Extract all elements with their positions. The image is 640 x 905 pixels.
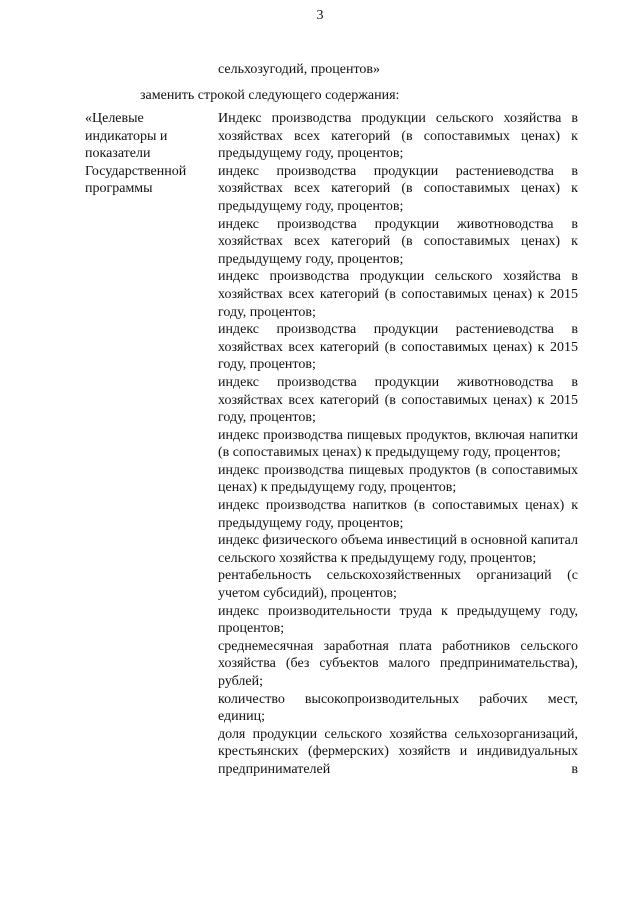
indicator-item: индекс производства продукции растениеводства в хозяйствах всех категорий (в сопоставимых ценах) к 2015 году, процентов; [218, 322, 578, 373]
indicator-item: среднемесячная заработная плата работников сельского хозяйства (без субъектов малого предпринимательства), рублей; [218, 638, 578, 689]
row-label-line: показатели [85, 146, 151, 162]
row-label-line: индикаторы и [85, 128, 168, 144]
indicator-item: Индекс производства продукции сельского хозяйства в хозяйствах всех категорий (в сопоставимых ценах) к предыдущему году, процентов; [218, 111, 578, 162]
row-label-line: «Целевые [85, 111, 144, 126]
indicator-item: индекс производства пищевых продуктов (в сопоставимых ценах) к предыдущему году, процентов; [218, 462, 578, 496]
indicator-item: индекс производства продукции животноводства в хозяйствах всех категорий (в сопоставимых ценах) к предыдущему году, процентов; [218, 216, 578, 267]
indicator-item: индекс производства продукции сельского хозяйства в хозяйствах всех категорий (в сопоставимых ценах) к 2015 году, процентов; [218, 269, 578, 320]
indicator-item: рентабельность сельскохозяйственных организаций (с учетом субсидий), процентов; [218, 568, 578, 602]
indicator-item: индекс производства продукции животноводства в хозяйствах всех категорий (в сопоставимых ценах) к 2015 году, процентов; [218, 374, 578, 426]
indicator-list [218, 110, 578, 779]
indicator-item: количество высокопроизводительных рабочих мест, единиц; [218, 691, 578, 725]
previous-text-ending: сельхозугодий, процентов» [218, 62, 381, 77]
page-number: 3 [316, 8, 324, 23]
indicator-item: индекс производства напитков (в сопоставимых ценах) к предыдущему году, процентов; [218, 498, 578, 531]
row-label-line: Государственной [85, 163, 187, 179]
indicator-item: доля продукции сельского хозяйства сельхозорганизаций, крестьянских (фермерских) хозяйств и индивидуальных предпринимателей в [218, 726, 578, 777]
indicator-item: индекс производительности труда к предыдущему году, процентов; [218, 603, 578, 637]
indicator-item: индекс производства продукции растениеводства в хозяйствах всех категорий (в сопоставимых ценах) к предыдущему году, процентов; [218, 163, 578, 214]
row-label-line: программы [85, 181, 153, 197]
replace-instruction: заменить строкой следующего содержания: [140, 88, 400, 103]
indicator-item: индекс физического объема инвестиций в основной капитал сельского хозяйства к предыдущему году, процентов; [218, 533, 578, 566]
row-label [85, 110, 210, 198]
indicator-item: индекс производства пищевых продуктов, включая напитки (в сопоставимых ценах) к предыдущему году, процентов; [218, 427, 578, 461]
